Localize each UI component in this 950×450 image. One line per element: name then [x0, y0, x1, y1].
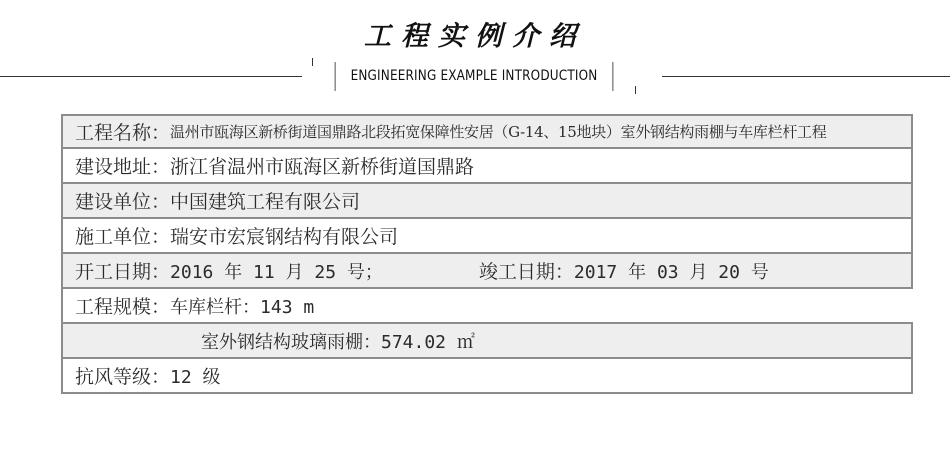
project-scale-value-railing: 车库栏杆：143 m — [170, 296, 315, 318]
developer-label: 建设单位： — [75, 191, 171, 213]
project-name-label: 工程名称： — [75, 122, 171, 144]
subtitle-bracket-bottom — [635, 86, 636, 94]
row-construction-address — [61, 149, 913, 184]
project-name-value: 温州市瓯海区新桥街道国鼎路北段拓宽保障性安居（G-14、15地块）室外钢结构雨棚与车库栏杆工程 — [170, 123, 827, 141]
project-scale-label: 工程规模： — [75, 296, 171, 318]
divider-left — [0, 76, 302, 77]
project-scale-value-canopy: 室外钢结构玻璃雨棚：574.02 ㎡ — [201, 331, 475, 353]
construction-address-label: 建设地址： — [75, 156, 171, 178]
page-subtitle: ENGINEERING EXAMPLE INTRODUCTION — [335, 62, 614, 91]
row-project-scale — [61, 289, 913, 324]
row-dates — [61, 254, 913, 289]
row-wind-resistance — [61, 359, 913, 394]
completion-date-label: 竣工日期： — [478, 261, 574, 283]
developer-value: 中国建筑工程有限公司 — [170, 191, 361, 213]
page-title: 工程实例介绍 — [364, 21, 586, 52]
wind-resistance-label: 抗风等级： — [75, 366, 171, 388]
start-date-value: 2016 年 11 月 25 号； — [170, 261, 383, 283]
subtitle-bracket-top — [312, 58, 313, 66]
row-contractor — [61, 219, 913, 254]
row-project-scale-canopy — [61, 324, 913, 359]
contractor-value: 瑞安市宏宸钢结构有限公司 — [170, 226, 399, 248]
divider-right — [662, 76, 950, 77]
start-date-label: 开工日期： — [75, 261, 171, 283]
row-project-name — [61, 114, 913, 149]
wind-resistance-value: 12 级 — [170, 366, 221, 388]
project-info-table — [61, 114, 913, 394]
contractor-label: 施工单位： — [75, 226, 171, 248]
completion-date-value: 2017 年 03 月 20 号 — [573, 261, 769, 283]
row-developer — [61, 184, 913, 219]
construction-address-value: 浙江省温州市瓯海区新桥街道国鼎路 — [170, 156, 475, 178]
